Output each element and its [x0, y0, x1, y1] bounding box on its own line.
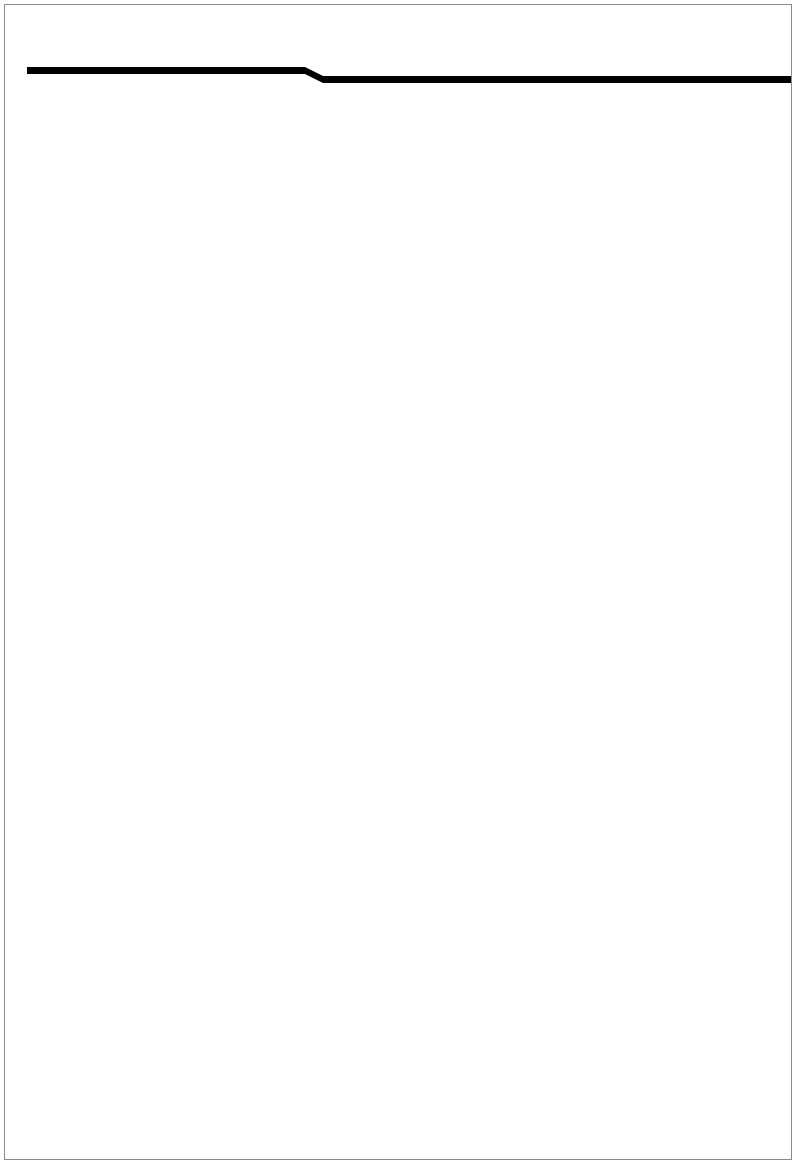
- page-header: [5, 5, 791, 83]
- catalog-page: [4, 4, 792, 1160]
- header-rule: [5, 67, 791, 83]
